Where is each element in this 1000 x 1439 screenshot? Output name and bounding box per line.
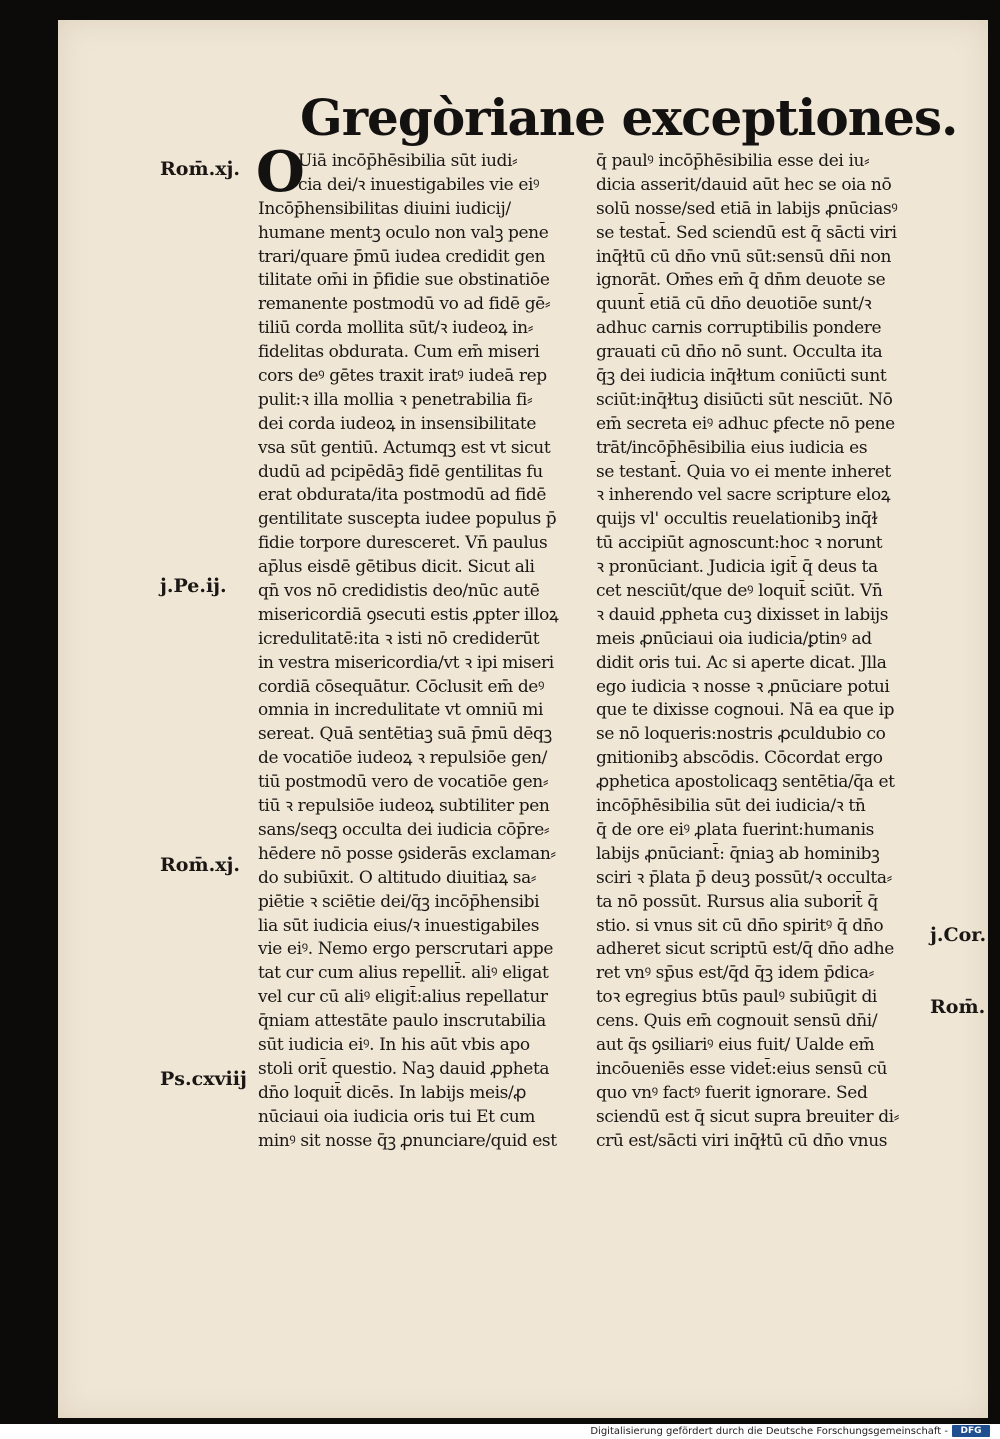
text-line: qn̄ vos nō credidistis deo/nūc autē (258, 581, 540, 602)
text-line: se testat̄. Sed sciendū est q̄ sācti viri (596, 222, 897, 243)
text-line: quijs vl' occultis reuelationibꝫ inq̄ɫ (596, 509, 878, 530)
marginal-note-rom-xi-second: Rom̄.xj. (160, 854, 240, 876)
text-line: solū nosse/sed etiā in labijs ꝓnūciasꝰ (596, 198, 898, 219)
text-line: ta nō possūt. Rursus alia subori̇t̄ q̄ (596, 891, 878, 912)
right-text-column (596, 150, 930, 1153)
page-title: Gregòriane exceptiones. (300, 88, 958, 147)
text-line: incōp̄hēsibilia sūt dei iudicia/ꝛ tn̄ (596, 796, 866, 817)
text-line: ꝛ inherendo vel sacre scripture eloꝝ (596, 485, 891, 506)
text-line: minꝰ sit nosse q̄ꝫ ꝓnunciare/quid est (258, 1130, 557, 1151)
text-line: gnitionibꝫ abscōdis. Cōcordat ergo (596, 748, 883, 769)
text-line: ꝓphetica apostolicaqꝫ sentētia/q̄a et (596, 772, 895, 793)
text-line: cet nesciūt/que deꝰ loquit̄ sciūt. Vn̄ (596, 581, 883, 602)
text-line: dicia asserit/dauid aūt hec se oia nō (596, 174, 892, 195)
text-line: inq̄ɫtū cū dn̄o vnū sūt:sensū dn̄i non (596, 246, 892, 267)
text-line: nūciaui oia iudicia oris tui Et cum (258, 1106, 535, 1127)
text-line: stio. si vnus sit cū dn̄o spiritꝰ q̄ dn̄o (596, 915, 884, 936)
text-line: meis ꝓnūciaui oia iudicia/ꝑtinꝰ ad (596, 628, 872, 649)
text-line: grauati cū dn̄o nō sunt. Occulta ita (596, 342, 883, 363)
text-line: q̄ꝫ dei iudicia inq̄ɫtum coniūcti sunt (596, 366, 887, 387)
text-line: cors deꝰ gētes traxit iratꝰ iudeā rep (258, 366, 547, 387)
text-line: tilitate om̄i in p̄fidie sue obstinatiōe (258, 270, 550, 291)
text-line: em̄ secreta eiꝰ adhuc ꝑfecte nō pene (596, 413, 895, 434)
text-line: in vestra misericordia/vt ꝛ ipi miseri (258, 652, 554, 673)
text-line: cens. Quis em̄ cognouit sensū dn̄i/ (596, 1011, 878, 1032)
text-line: aut q̄s ꝯsiliariꝰ eius fuit/ Ualde em̄ (596, 1034, 875, 1055)
text-line: sūt iudicia eiꝰ. In his aūt vbis apo (258, 1034, 530, 1055)
text-line: ego iudicia ꝛ nosse ꝛ ꝓnūciare potui (596, 676, 890, 697)
marginal-note-cor: j.Cor. (930, 924, 987, 946)
text-line: misericordiā ꝯsecuti estis ꝓpter illoꝝ (258, 604, 559, 625)
text-line: quunt̄ etiā cū dn̄o deuotiōe sunt/ꝛ (596, 294, 872, 315)
text-line: omnia in incredulitate vt omniū mi (258, 700, 544, 721)
text-line: tū accipiūt agnoscunt:hoc ꝛ norunt (596, 533, 883, 554)
text-line: labijs ꝓnūciant̄: q̄niaꝫ ab hominibꝫ (596, 843, 880, 864)
text-line: adhuc carnis corruptibilis pondere (596, 318, 882, 339)
text-line: sciūt:inq̄ɫtuꝫ disiūcti sūt nesciūt. Nō (596, 389, 893, 410)
text-line: piētie ꝛ sciētie dei/q̄ꝫ incōp̄hensibi (258, 891, 540, 912)
footer-credit-text: Digitalisierung gefördert durch die Deutsche Forschungsgemeinschaft - (590, 1426, 948, 1437)
text-line: ap̄lus eisdē gētibus dicit. Sicut ali (258, 557, 535, 578)
dfg-logo-icon: DFG (952, 1425, 990, 1437)
text-line: gentilitate suscepta iudee populus p̄ (258, 509, 557, 530)
text-line: fidie torpore duresceret. Vn̄ paulus (258, 533, 548, 554)
text-line: cordiā cōsequātur. Cōclusit em̄ deꝰ (258, 676, 545, 697)
text-line: que te dixisse cognoui. Nā ea que ip (596, 700, 895, 721)
text-line: sciri ꝛ p̄lata p̄ deuꝫ possūt/ꝛ occulta⸗ (596, 867, 892, 888)
decorated-initial: O (256, 139, 305, 205)
text-line: tiliū corda mollita sūt/ꝛ iudeoꝝ in⸗ (258, 318, 533, 339)
text-line: didit oris tui. Ac si aperte dicat. Jlla (596, 652, 887, 673)
text-line: dudū ad pcipēdāꝫ fidē gentilitas fu (258, 461, 543, 482)
text-line: stoli orit̄ questio. Naꝫ dauid ꝓpheta (258, 1058, 550, 1079)
text-line: remanente postmodū vo ad fidē gē⸗ (258, 294, 551, 315)
text-line: icredulitatē:ita ꝛ isti nō crediderūt (258, 628, 540, 649)
text-line: se testant̄. Quia vo ei mente inheret (596, 461, 891, 482)
text-line: tiū ꝛ repulsiōe iudeoꝝ subtiliter pen (258, 796, 550, 817)
text-line: sciendū est q̄ sicut supra breuiter di⸗ (596, 1106, 899, 1127)
text-line: pulit:ꝛ illa mollia ꝛ penetrabilia fi⸗ (258, 389, 533, 410)
text-line: hēdere nō posse ꝯsiderās exclaman⸗ (258, 843, 556, 864)
text-line: sans/seqꝫ occulta dei iudicia cōp̄re⸗ (258, 819, 550, 840)
text-line: erat obdurata/ita postmodū ad fidē (258, 485, 547, 506)
marginal-note-ps-cxviii: Ps.cxviij (160, 1068, 247, 1090)
marginal-note-pe-ii: j.Pe.ij. (160, 575, 227, 597)
text-line: tiū postmodū vero de vocatiōe gen⸗ (258, 772, 549, 793)
marginal-note-rom-xi: Rom̄.xj. (160, 158, 240, 180)
text-line: trāt/incōp̄hēsibilia eius iudicia es (596, 437, 868, 458)
text-line: tat cur cum alius repellit̄. aliꝰ eligat (258, 963, 549, 984)
left-text-column (258, 150, 590, 1153)
text-line: do subiūxit. O altitudo diuitiaꝝ sa⸗ (258, 867, 537, 888)
text-line: humane mentꝫ oculo non valꝫ pene (258, 222, 549, 243)
text-line: toꝛ egregius btūs paulꝰ subiūgit di (596, 987, 877, 1008)
text-line: ret vnꝰ sp̄us est/q̄d q̄ꝫ idem p̄dica⸗ (596, 963, 874, 984)
text-line: q̄niam attestāte paulo inscrutabilia (258, 1011, 546, 1032)
text-line: crū est/sācti viri inq̄ɫtū cū dn̄o vnus (596, 1130, 888, 1151)
text-line: de vocatiōe iudeoꝝ ꝛ repulsiōe gen/ (258, 748, 547, 769)
text-line: vsa sūt gentiū. Actumqꝫ est vt sicut (258, 437, 551, 458)
text-line: fidelitas obdurata. Cum em̄ miseri (258, 342, 540, 363)
text-line: adheret sicut scriptū est/q̄ dn̄o adhe (596, 939, 894, 960)
text-line: Incōp̄hensibilitas diuini iudicij/ (258, 198, 511, 219)
text-line: Uiā incōp̄hēsibilia sūt iudi⸗ (298, 151, 518, 171)
text-line: ꝛ pronūciant. Judicia igit̄ q̄ deus ta (596, 557, 878, 578)
text-line: ignorāt. Om̄es em̄ q̄ dn̄m deuote se (596, 270, 886, 291)
text-line: incōueniēs esse videt̄:eius sensū cū (596, 1058, 888, 1079)
text-line: dn̄o loquit̄ dicēs. In labijs meis/ꝓ (258, 1082, 527, 1103)
text-line: q̄ paulꝰ incōp̄hēsibilia esse dei iu⸗ (596, 151, 870, 171)
text-line: dei corda iudeoꝝ in insensibilitate (258, 413, 537, 434)
text-line: ꝛ dauid ꝓpheta cuꝫ dixisset in labijs (596, 604, 889, 625)
footer-bar (0, 1424, 1000, 1439)
text-line: trari/quare p̄mū iudea credidit gen (258, 246, 546, 267)
text-line: vie eiꝰ. Nemo ergo perscrutari appe (258, 939, 553, 960)
text-line: se nō loqueris:nostris ꝓculdubio co (596, 724, 886, 745)
marginal-note-rom-right: Rom̄. (930, 996, 986, 1018)
text-line: lia sūt iudicia eius/ꝛ inuestigabiles (258, 915, 540, 936)
text-line: vel cur cū aliꝰ eligit̄:alius repellatur (258, 987, 548, 1008)
text-line: quo vnꝰ factꝰ fuerit ignorare. Sed (596, 1082, 868, 1103)
text-line: q̄ de ore eiꝰ ꝓlata fuerint:humanis (596, 819, 874, 840)
text-line: cia dei/ꝛ inuestigabiles vie eiꝰ (298, 174, 540, 195)
text-line: sereat. Quā sentētiaꝫ suā p̄mū dēqꝫ (258, 724, 552, 745)
